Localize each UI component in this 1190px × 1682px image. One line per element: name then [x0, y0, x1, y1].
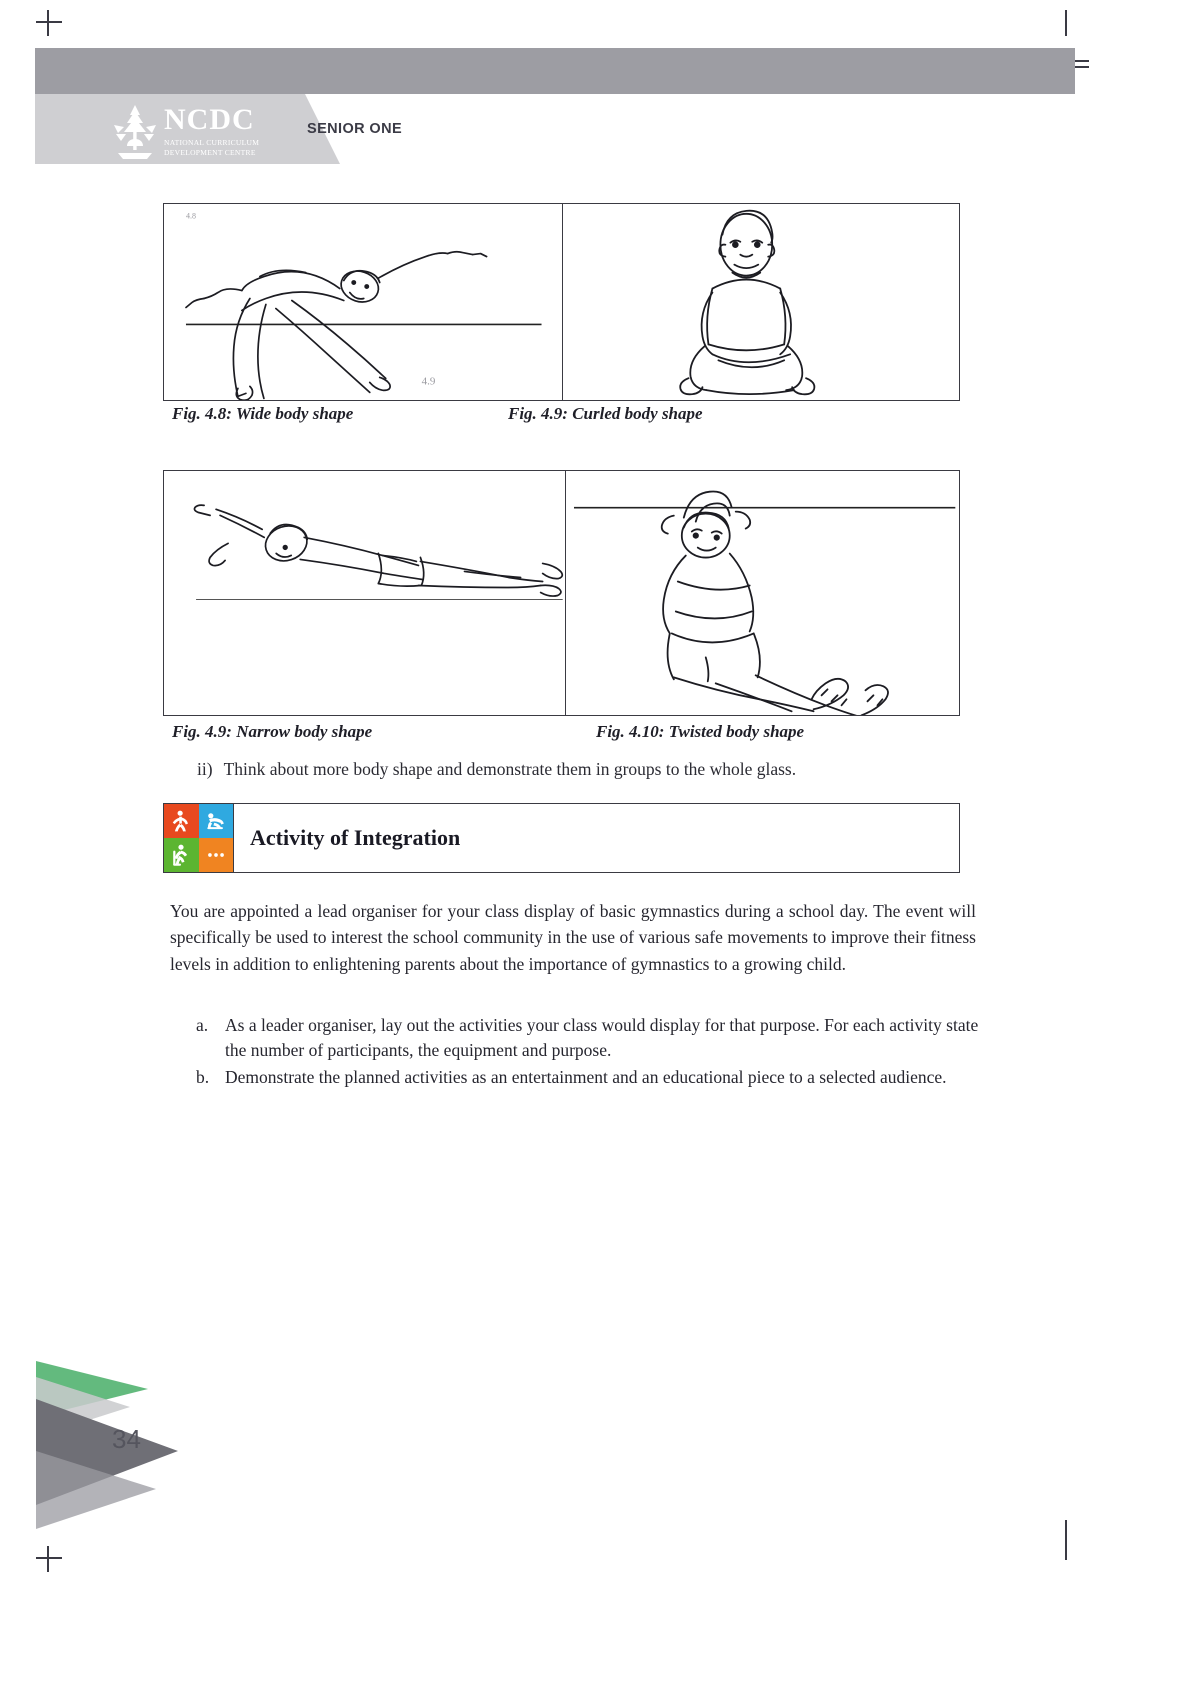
page-number: 34 — [112, 1424, 141, 1454]
figure-wide-body-shape — [164, 204, 562, 400]
task-item-a — [196, 1013, 980, 1063]
svg-text:4.8: 4.8 — [185, 211, 196, 221]
crop-mark-bottom-left — [36, 1546, 62, 1572]
ncdc-full-name — [164, 138, 259, 157]
ncdc-acronym: NCDC — [164, 103, 255, 137]
caption-fig-4-9-curled: Fig. 4.9: Curled body shape — [508, 404, 703, 423]
header-bar — [35, 48, 1075, 94]
crop-mark-top-left — [36, 10, 62, 36]
activity-icon-grid — [164, 804, 234, 872]
task-item-b — [196, 1065, 980, 1090]
ncdc-full-name-line2: DEVELOPMENT CENTRE — [164, 147, 256, 157]
figure-group-narrow-twisted — [163, 470, 960, 716]
activity-title: Activity of Integration — [250, 825, 461, 850]
activity-paragraph: You are appointed a lead organiser for your class display of basic gymnastics during a school day. The event will specifically be used to interest the school community in the use of various safe movements to improve their fitness levels in addition to enlightening parents about the importance of gymnastics to a growing child. — [170, 901, 976, 974]
task-b-text: Demonstrate the planned activities as an entertainment and an educational piece to a selected audience. — [225, 1066, 947, 1087]
figure-narrow-body-shape — [164, 471, 565, 715]
caption-fig-4-9-narrow: Fig. 4.9: Narrow body shape — [172, 722, 373, 741]
figure-group-wide-curled — [163, 203, 960, 401]
caption-fig-4-10: Fig. 4.10: Twisted body shape — [596, 722, 805, 741]
instruction-item-ii — [197, 758, 977, 782]
person-running-icon — [164, 838, 199, 872]
ncdc-full-name-line1: NATIONAL CURRICULUM — [164, 138, 260, 148]
class-level-label: SENIOR ONE — [307, 121, 403, 137]
figure-caption-row-two — [172, 722, 972, 742]
ncdc-logo-text — [164, 105, 259, 157]
person-accessibility-icon — [164, 804, 199, 838]
instruction-text: Think about more body shape and demonstrate them in groups to the whole glass. — [223, 759, 797, 779]
tree-emblem-icon — [112, 103, 158, 159]
crop-mark-bottom-right — [1052, 1520, 1078, 1560]
ellipsis-icon — [199, 838, 234, 872]
task-a-marker: a. — [196, 1015, 209, 1035]
person-exercise-icon — [199, 804, 234, 838]
figure-twisted-body-shape — [565, 471, 959, 715]
footer-decoration — [30, 1355, 260, 1535]
task-a-text: As a leader organiser, lay out the activities your class would display for that purpose. For each activity state the number of participants, the equipment and purpose. — [225, 1015, 979, 1060]
caption-fig-4-8: Fig. 4.8: Wide body shape — [172, 404, 354, 423]
ncdc-logo — [112, 100, 297, 162]
instruction-marker: ii) — [197, 759, 213, 779]
crop-mark-top-right — [1052, 10, 1078, 36]
task-b-marker: b. — [196, 1066, 210, 1087]
svg-text:4.9: 4.9 — [421, 375, 436, 388]
activity-task-list — [196, 1013, 980, 1092]
figure-caption-row-one — [172, 404, 972, 424]
activity-of-integration-box — [163, 803, 960, 873]
figure-curled-body-shape — [562, 204, 960, 400]
